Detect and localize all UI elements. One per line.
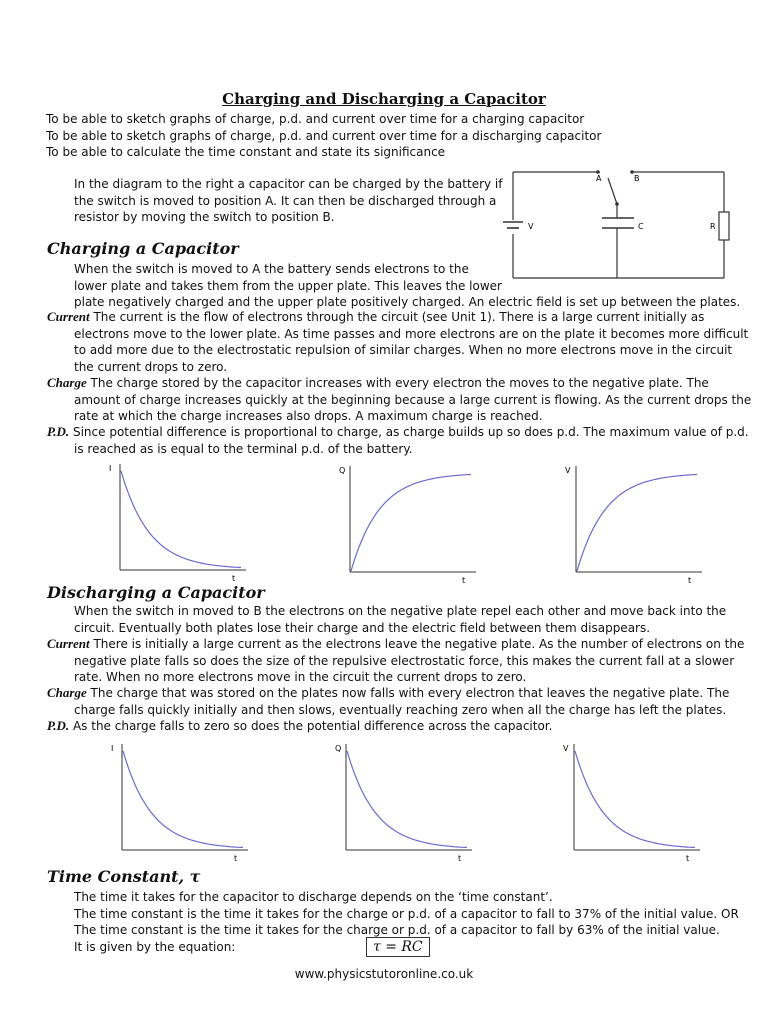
charging-charge-line-3: rate at which the charge increases also drops. A maximum charge is reached.: [74, 409, 543, 423]
graph-canvas: [562, 740, 702, 862]
x-axis-label: t: [234, 854, 238, 862]
graph-discharging-pd: [562, 740, 702, 862]
graph-canvas: [564, 462, 704, 584]
discharging-pd-line-1: As the charge falls to zero so does the potential difference across the capacitor.: [69, 719, 553, 733]
x-axis-label: t: [688, 576, 692, 584]
charging-current-line-2: electrons move to the lower plate. As time passes and more electrons are on the plate it becomes more difficult: [74, 326, 749, 341]
charging-charge-line-2: amount of charge increases quickly at the beginning because a large current is flowing. As the current drops the: [74, 392, 752, 407]
y-axis-label: Q: [339, 466, 346, 475]
label-v: V: [528, 222, 534, 231]
discharging-pd-label: P.D.: [47, 718, 70, 733]
discharging-current-line-2: negative plate falls so does the size of the repulsive electrostatic force, this makes the current fall at a slower: [74, 653, 735, 668]
decay-curve: [123, 751, 243, 848]
charging-current-label: Current: [47, 309, 90, 324]
discharging-current: [47, 636, 744, 686]
intro-line-1: In the diagram to the right a capacitor can be charged by the battery if: [74, 177, 503, 191]
discharging-current-line-1: There is initially a large current as the electrons leave the negative plate. As the number of electrons on the: [89, 637, 745, 651]
label-c: C: [638, 222, 644, 231]
footer-url: www.physicstutoronline.co.uk: [294, 967, 474, 981]
objective-2: To be able to sketch graphs of charge, p.d. and current over time for a discharging capacitor: [46, 128, 602, 143]
charging-charge-label: Charge: [47, 375, 87, 390]
charging-pd-line-1: Since potential difference is proportional to charge, as charge builds up so does p.d. The maximum value of p.d.: [69, 425, 749, 439]
discharging-charge-line-1: The charge that was stored on the plates now falls with every electron that leaves the negative plate. The: [86, 686, 730, 700]
charging-pd-label: P.D.: [47, 424, 70, 439]
x-axis-label: t: [232, 574, 236, 582]
y-axis-label: I: [109, 464, 112, 473]
discharging-intro-line-2: circuit. Eventually both plates lose their charge and the electric field between them disappears.: [74, 620, 651, 635]
charging-heading: Charging a Capacitor: [47, 239, 239, 258]
objective-1: To be able to sketch graphs of charge, p.d. and current over time for a charging capacitor: [46, 112, 585, 126]
growth-curve: [577, 475, 697, 572]
charging-intro-line-3: plate negatively charged and the upper plate positively charged. An electric field is set up between the plates.: [74, 295, 741, 309]
x-axis-label: t: [462, 576, 466, 584]
time-constant-equation-intro: It is given by the equation:: [74, 939, 236, 954]
charging-pd: [47, 424, 749, 457]
graph-charging-charge: [338, 462, 478, 584]
charging-pd-line-2: is reached as is equal to the terminal p.d. of the battery.: [74, 441, 413, 456]
charging-charge: [47, 375, 751, 425]
graph-canvas: [108, 460, 248, 582]
time-constant-line-3: The time constant is the time it takes for the charge or p.d. of a capacitor to fall by 63% of the initial value.: [74, 923, 720, 937]
intro-line-2: the switch is moved to position A. It can then be discharged through a: [74, 193, 497, 208]
y-axis-label: V: [565, 466, 571, 475]
graph-discharging-charge: [334, 740, 474, 862]
x-axis-label: t: [686, 854, 690, 862]
y-axis-label: I: [111, 744, 114, 753]
time-constant-line-2: The time constant is the time it takes for the charge or p.d. of a capacitor to fall to 37% of the initial value. OR: [74, 906, 739, 921]
discharging-intro: [74, 603, 726, 636]
charging-charge-line-1: The charge stored by the capacitor increases with every electron the moves to the negative plate. The: [86, 376, 709, 390]
charging-intro-line-1: When the switch is moved to A the battery sends electrons to the: [74, 262, 469, 276]
discharging-current-line-3: rate. When no more electrons move in the circuit the current drops to zero.: [74, 670, 527, 684]
x-axis-label: t: [458, 854, 462, 862]
graph-canvas: [110, 740, 250, 862]
label-b: B: [634, 174, 640, 183]
charging-current-line-3: to add more due to the electrostatic repulsion of similar charges. When no more electrons move in the circuit: [74, 343, 733, 357]
graph-charging-pd: [564, 462, 704, 584]
label-r: R: [710, 222, 716, 231]
time-constant-equation: τ = RC: [366, 937, 430, 957]
discharging-charge-label: Charge: [47, 685, 87, 700]
objectives: [46, 111, 601, 161]
discharging-charge: [47, 685, 729, 718]
decay-curve: [347, 751, 467, 848]
discharging-intro-line-1: When the switch in moved to B the electrons on the negative plate repel each other and move back into the: [74, 604, 727, 618]
decay-curve: [575, 751, 695, 848]
y-axis-label: Q: [335, 744, 342, 753]
charging-current: [47, 309, 748, 375]
intro-line-3: resistor by moving the switch to position B.: [74, 210, 335, 224]
graph-discharging-current: [110, 740, 250, 862]
charging-intro-line-2: lower plate and takes them from the upper plate. This leaves the lower: [74, 278, 502, 293]
time-constant-heading: Time Constant, τ: [47, 867, 201, 886]
charging-current-line-4: the current drops to zero.: [74, 359, 228, 374]
graph-canvas: [338, 462, 478, 584]
intro-paragraph: [74, 176, 502, 226]
growth-curve: [351, 475, 471, 572]
discharging-charge-line-2: charge falls quickly initially and then slows, eventually reaching zero when all the charge has left the plates.: [74, 702, 727, 717]
charging-current-line-1: The current is the flow of electrons through the circuit (see Unit 1). There is a large current initially as: [89, 310, 705, 324]
charging-intro: [74, 261, 740, 311]
page-title: Charging and Discharging a Capacitor: [222, 90, 546, 108]
graph-canvas: [334, 740, 474, 862]
decay-curve: [121, 471, 241, 568]
discharging-heading: Discharging a Capacitor: [47, 583, 265, 602]
time-constant-line-1: The time it takes for the capacitor to discharge depends on the ‘time constant’.: [74, 890, 553, 904]
objective-3: To be able to calculate the time constant and state its significance: [46, 145, 446, 159]
graph-charging-current: [108, 460, 248, 582]
discharging-current-label: Current: [47, 636, 90, 651]
y-axis-label: V: [563, 744, 569, 753]
label-a: A: [596, 174, 602, 183]
discharging-pd: [47, 718, 552, 735]
